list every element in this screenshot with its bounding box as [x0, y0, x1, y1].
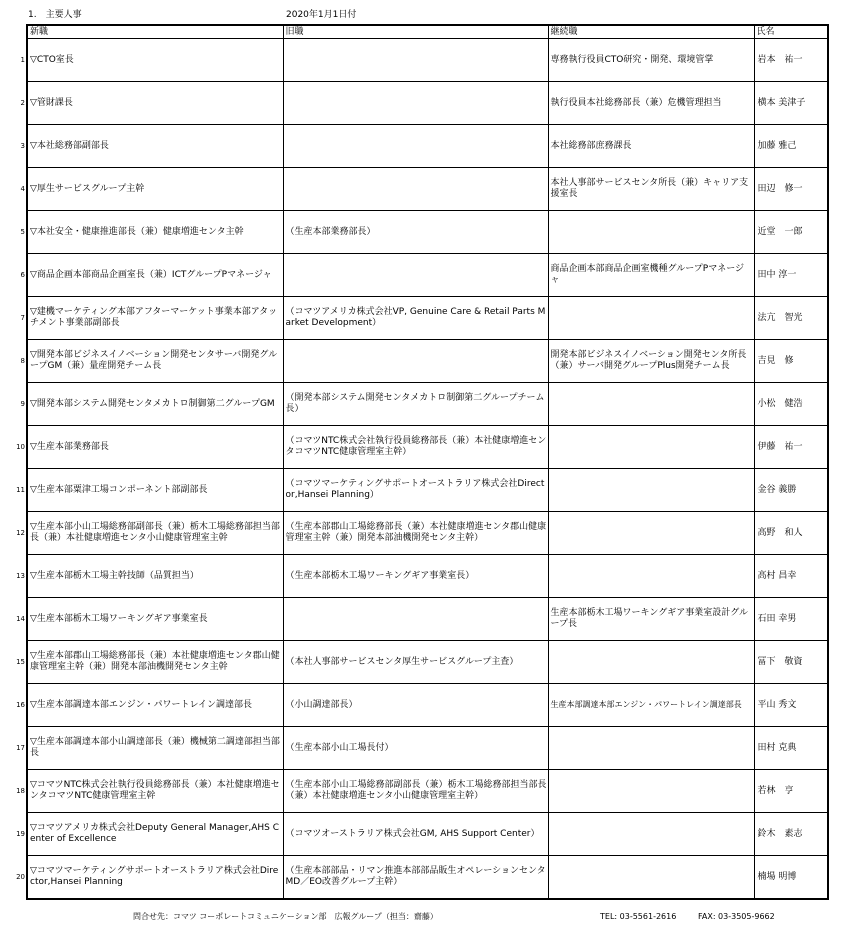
table-row: [15, 297, 828, 340]
old-post-cell: （コマツマーケティングサポートオーストラリア株式会社Director,Hansei Planning）: [283, 469, 548, 512]
continued-post-cell: [548, 727, 754, 770]
old-post-cell: （生産本部郡山工場総務部長（兼）本社健康増進センタ郡山健康管理室主幹（兼）開発本部油機開発センタ主幹）: [283, 512, 548, 555]
new-post-cell: ▽本社安全・健康推進部長（兼）健康増進センタ主幹: [27, 211, 283, 254]
new-post-cell: ▽CTO室長: [27, 39, 283, 82]
continued-post-cell: 専務執行役員CTO研究・開発、環境管掌: [548, 39, 754, 82]
continued-post-cell: [548, 641, 754, 684]
new-post-cell: ▽生産本部業務部長: [27, 426, 283, 469]
old-post-cell: [283, 168, 548, 211]
name-cell: 若林 亨: [754, 770, 828, 813]
row-number: 6: [20, 270, 25, 279]
new-post-cell: ▽生産本部栃木工場主幹技師（品質担当）: [27, 555, 283, 598]
old-post-cell: （開発本部システム開発センタメカトロ制御第二グループチーム長）: [283, 383, 548, 426]
name-cell: 楠場 明博: [754, 856, 828, 900]
continued-post-cell: 開発本部ビジネスイノベーション開発センタ所長（兼）サーバ開発グループPlus開発チーム長: [548, 340, 754, 383]
old-post-cell: （小山調達部長）: [283, 684, 548, 727]
old-post-cell: [283, 598, 548, 641]
old-post-cell: （生産本部業務部長）: [283, 211, 548, 254]
old-post-cell: [283, 39, 548, 82]
contact-info: 問合せ先：コマツ コーポレートコミュニケーション部 広報グループ（担当：齋藤）: [133, 912, 438, 921]
old-post-cell: （コマツオーストラリア株式会社GM, AHS Support Center）: [283, 813, 548, 856]
table-row: [15, 684, 828, 727]
row-number: 2: [20, 98, 25, 107]
old-post-cell: （生産本部栃木工場ワーキングギア事業室長）: [283, 555, 548, 598]
section-title: 1. 主要人事: [28, 10, 82, 20]
name-cell: 加藤 雅己: [754, 125, 828, 168]
name-cell: 伊藤 祐一: [754, 426, 828, 469]
table-row: [15, 426, 828, 469]
row-number: 20: [16, 872, 25, 881]
continued-post-cell: 商品企画本部商品企画室機種グループPマネージャ: [548, 254, 754, 297]
old-post-cell: [283, 125, 548, 168]
continued-post-cell: [548, 856, 754, 900]
continued-post-cell: [548, 813, 754, 856]
row-number: 14: [16, 614, 25, 623]
table-row: [15, 82, 828, 125]
row-number: 13: [16, 571, 25, 580]
old-post-cell: [283, 82, 548, 125]
name-cell: 法亢 智光: [754, 297, 828, 340]
new-post-cell: ▽開発本部ビジネスイノベーション開発センタサーバ開発グループGM（兼）量産開発チーム長: [27, 340, 283, 383]
name-cell: 石田 幸男: [754, 598, 828, 641]
name-cell: 横本 美津子: [754, 82, 828, 125]
table-row: [15, 727, 828, 770]
name-cell: 高村 昌幸: [754, 555, 828, 598]
old-post-cell: （コマツアメリカ株式会社VP, Genuine Care & Retail Parts Market Development）: [283, 297, 548, 340]
new-post-cell: ▽本社総務部副部長: [27, 125, 283, 168]
fax-number: FAX: 03-3505-9662: [698, 912, 775, 921]
continued-post-cell: [548, 512, 754, 555]
table-row: [15, 813, 828, 856]
continued-post-cell: [548, 383, 754, 426]
document-header: [28, 8, 828, 22]
continued-post-cell: [548, 297, 754, 340]
row-number: 1: [20, 55, 25, 64]
name-cell: 高野 和人: [754, 512, 828, 555]
table-row: [15, 598, 828, 641]
table-row: [15, 340, 828, 383]
header-continued-post: 継続職: [548, 25, 754, 39]
personnel-table-wrapper: [15, 24, 829, 900]
row-number: 4: [20, 184, 25, 193]
new-post-cell: ▽商品企画本部商品企画室長（兼）ICTグループPマネージャ: [27, 254, 283, 297]
table-row: [15, 211, 828, 254]
new-post-cell: ▽コマツアメリカ株式会社Deputy General Manager,AHS Center of Excellence: [27, 813, 283, 856]
new-post-cell: ▽コマツNTC株式会社執行役員総務部長（兼）本社健康増進センタコマツNTC健康管理室主幹: [27, 770, 283, 813]
continued-post-cell: [548, 770, 754, 813]
table-row: [15, 770, 828, 813]
table-header-row: [15, 25, 828, 39]
old-post-cell: [283, 340, 548, 383]
row-number: 8: [20, 356, 25, 365]
name-cell: 近堂 一郎: [754, 211, 828, 254]
old-post-cell: （生産本部小山工場長付）: [283, 727, 548, 770]
continued-post-cell: 執行役員本社総務部長（兼）危機管理担当: [548, 82, 754, 125]
name-cell: 鈴木 素志: [754, 813, 828, 856]
name-cell: 冨下 敬資: [754, 641, 828, 684]
phone-number: TEL: 03-5561-2616: [600, 912, 677, 921]
row-number: 19: [16, 829, 25, 838]
row-number: 15: [16, 657, 25, 666]
table-row: [15, 856, 828, 900]
personnel-table: [15, 24, 829, 900]
name-cell: 田村 克典: [754, 727, 828, 770]
row-number: 17: [16, 743, 25, 752]
row-number: 16: [16, 700, 25, 709]
name-cell: 田中 淳一: [754, 254, 828, 297]
continued-post-cell: 生産本部調達本部エンジン・パワートレイン調達部長: [548, 684, 754, 727]
row-number: 12: [16, 528, 25, 537]
new-post-cell: ▽開発本部システム開発センタメカトロ制御第二グループGM: [27, 383, 283, 426]
table-row: [15, 555, 828, 598]
new-post-cell: ▽生産本部小山工場総務部副部長（兼）栃木工場総務部担当部長（兼）本社健康増進センタ小山健康管理室主幹: [27, 512, 283, 555]
continued-post-cell: 生産本部栃木工場ワーキングギア事業室設計グループ長: [548, 598, 754, 641]
table-row: [15, 254, 828, 297]
table-row: [15, 39, 828, 82]
name-cell: 平山 秀文: [754, 684, 828, 727]
new-post-cell: ▽コマツマーケティングサポートオーストラリア株式会社Director,Hansei Planning: [27, 856, 283, 900]
continued-post-cell: [548, 555, 754, 598]
continued-post-cell: [548, 426, 754, 469]
new-post-cell: ▽建機マーケティング本部アフターマーケット事業本部アタッチメント事業部副部長: [27, 297, 283, 340]
table-row: [15, 469, 828, 512]
name-cell: 岩本 祐一: [754, 39, 828, 82]
table-row: [15, 168, 828, 211]
document-footer: [0, 910, 851, 924]
table-row: [15, 125, 828, 168]
name-cell: 小松 健浩: [754, 383, 828, 426]
new-post-cell: ▽生産本部調達本部エンジン・パワートレイン調達部長: [27, 684, 283, 727]
old-post-cell: （本社人事部サービスセンタ厚生サービスグループ主査）: [283, 641, 548, 684]
new-post-cell: ▽管財課長: [27, 82, 283, 125]
new-post-cell: ▽生産本部栃木工場ワーキングギア事業室長: [27, 598, 283, 641]
table-row: [15, 512, 828, 555]
continued-post-cell: [548, 211, 754, 254]
continued-post-cell: [548, 469, 754, 512]
header-new-post: 新職: [27, 25, 283, 39]
new-post-cell: ▽生産本部郡山工場総務部長（兼）本社健康増進センタ郡山健康管理室主幹（兼）開発本部油機開発センタ主幹: [27, 641, 283, 684]
header-name: 氏名: [754, 25, 828, 39]
effective-date: 2020年1月1日付: [286, 10, 357, 20]
table-row: [15, 641, 828, 684]
row-number: 3: [20, 141, 25, 150]
new-post-cell: ▽厚生サービスグループ主幹: [27, 168, 283, 211]
row-number-header: [15, 25, 27, 39]
header-old-post: 旧職: [283, 25, 548, 39]
row-number: 10: [16, 442, 25, 451]
row-number: 5: [20, 227, 25, 236]
continued-post-cell: 本社人事部サービスセンタ所長（兼）キャリア支援室長: [548, 168, 754, 211]
table-row: [15, 383, 828, 426]
old-post-cell: （コマツNTC株式会社執行役員総務部長（兼）本社健康増進センタコマツNTC健康管理室主幹）: [283, 426, 548, 469]
row-number: 7: [20, 313, 25, 322]
continued-post-cell: 本社総務部庶務課長: [548, 125, 754, 168]
name-cell: 田辺 修一: [754, 168, 828, 211]
new-post-cell: ▽生産本部調達本部小山調達部長（兼）機械第二調達部担当部長: [27, 727, 283, 770]
old-post-cell: [283, 254, 548, 297]
old-post-cell: （生産本部小山工場総務部副部長（兼）栃木工場総務部担当部長（兼）本社健康増進センタ小山健康管理室主幹）: [283, 770, 548, 813]
old-post-cell: （生産本部部品・リマン推進本部部品販生オペレーションセンタMD／EO改善グループ主幹）: [283, 856, 548, 900]
row-number: 11: [16, 485, 25, 494]
new-post-cell: ▽生産本部粟津工場コンポーネント部副部長: [27, 469, 283, 512]
name-cell: 金谷 義勝: [754, 469, 828, 512]
name-cell: 吉見 修: [754, 340, 828, 383]
row-number: 9: [20, 399, 25, 408]
row-number: 18: [16, 786, 25, 795]
